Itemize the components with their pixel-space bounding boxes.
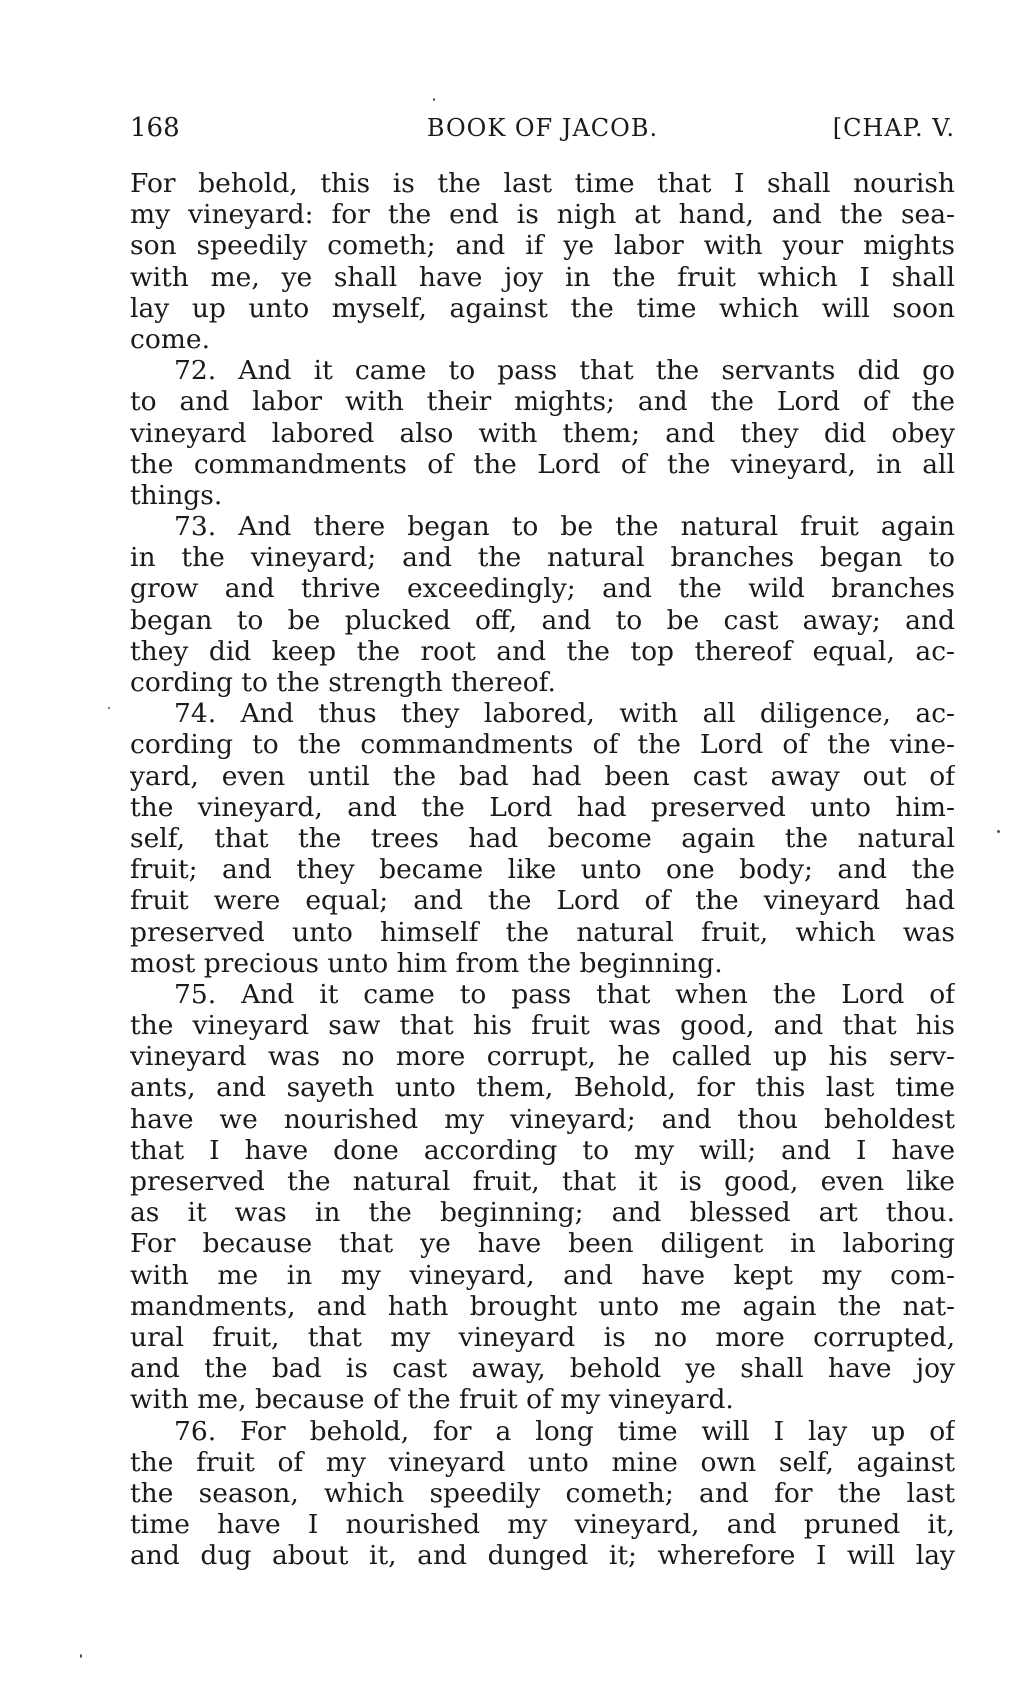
text-line: ants, and sayeth unto them, Behold, for this last time <box>130 1072 955 1104</box>
text-line: that I have done according to my will; and I have <box>130 1134 955 1166</box>
text-line: in the vineyard; and the natural branches began to <box>130 542 955 574</box>
scan-speck <box>433 98 435 101</box>
text-line: yard, even until the bad had been cast away out of <box>130 760 955 792</box>
text-line: my vineyard: for the end is nigh at hand, and the sea- <box>130 199 955 231</box>
text-line: time have I nourished my vineyard, and pruned it, <box>130 1509 955 1541</box>
text-line: to and labor with their mights; and the Lord of the <box>130 386 955 418</box>
text-line: self, that the trees had become again the natural <box>130 822 955 854</box>
text-line: preserved the natural fruit, that it is good, even like <box>130 1166 955 1197</box>
scan-speck <box>997 830 1000 833</box>
text-line: things. <box>130 479 223 511</box>
text-line: preserved unto himself the natural fruit, which was <box>130 916 955 948</box>
text-line: grow and thrive exceedingly; and the wild branches <box>130 573 955 605</box>
scan-speck <box>80 1654 82 1658</box>
text-line: 72. And it came to pass that the servants did go <box>174 355 955 387</box>
text-line: lay up unto myself, against the time which will soon <box>130 292 955 324</box>
text-line: cording to the strength thereof. <box>130 667 556 698</box>
text-line: they did keep the root and the top thereof equal, ac- <box>130 635 955 667</box>
text-line: the vineyard, and the Lord had preserved unto him- <box>130 791 955 823</box>
text-line: 75. And it came to pass that when the Lord of <box>174 978 955 1010</box>
text-line: cording to the commandments of the Lord of the vine- <box>130 729 955 761</box>
text-line: 76. For behold, for a long time will I lay up of <box>174 1415 955 1447</box>
text-line: most precious unto him from the beginning. <box>130 947 723 979</box>
text-line: vineyard labored also with them; and they did obey <box>130 417 955 449</box>
chapter-label: [CHAP. V. <box>832 114 955 142</box>
text-line: the season, which speedily cometh; and for the last <box>130 1477 955 1509</box>
text-line: For because that ye have been diligent in laboring <box>130 1228 955 1260</box>
text-line: with me, ye shall have joy in the fruit which I shall <box>130 261 955 293</box>
body-text <box>130 168 955 1571</box>
text-line: the commandments of the Lord of the vineyard, in all <box>130 448 955 480</box>
text-line: fruit were equal; and the Lord of the vineyard had <box>130 885 955 917</box>
page-number: 168 <box>130 113 180 143</box>
scan-speck <box>108 707 110 709</box>
text-line: 74. And thus they labored, with all diligence, ac- <box>174 698 955 730</box>
text-line: and dug about it, and dunged it; wherefore I will lay <box>130 1540 955 1572</box>
text-line: son speedily cometh; and if ye labor with your mights <box>130 230 955 262</box>
text-line: ural fruit, that my vineyard is no more corrupted, <box>130 1321 955 1353</box>
text-line: mandments, and hath brought unto me again the nat- <box>130 1290 955 1322</box>
text-line: the vineyard saw that his fruit was good, and that his <box>130 1010 955 1042</box>
text-line: and the bad is cast away, behold ye shall have joy <box>130 1353 955 1385</box>
text-line: come. <box>130 323 211 355</box>
book-title: BOOK OF JACOB. <box>426 114 659 142</box>
text-line: have we nourished my vineyard; and thou beholdest <box>130 1103 955 1135</box>
text-line: the fruit of my vineyard unto mine own self, against <box>130 1446 955 1478</box>
running-head <box>130 108 955 148</box>
text-line: vineyard was no more corrupt, he called up his serv- <box>130 1041 955 1073</box>
text-line: fruit; and they became like unto one body; and the <box>130 854 955 886</box>
text-line: For behold, this is the last time that I shall nourish <box>130 168 955 199</box>
text-line: with me in my vineyard, and have kept my com- <box>130 1259 955 1291</box>
text-line: with me, because of the fruit of my vineyard. <box>130 1384 734 1416</box>
text-line: began to be plucked off, and to be cast away; and <box>130 604 955 636</box>
text-line: 73. And there began to be the natural fruit again <box>174 511 955 543</box>
text-line: as it was in the beginning; and blessed art thou. <box>130 1197 955 1229</box>
